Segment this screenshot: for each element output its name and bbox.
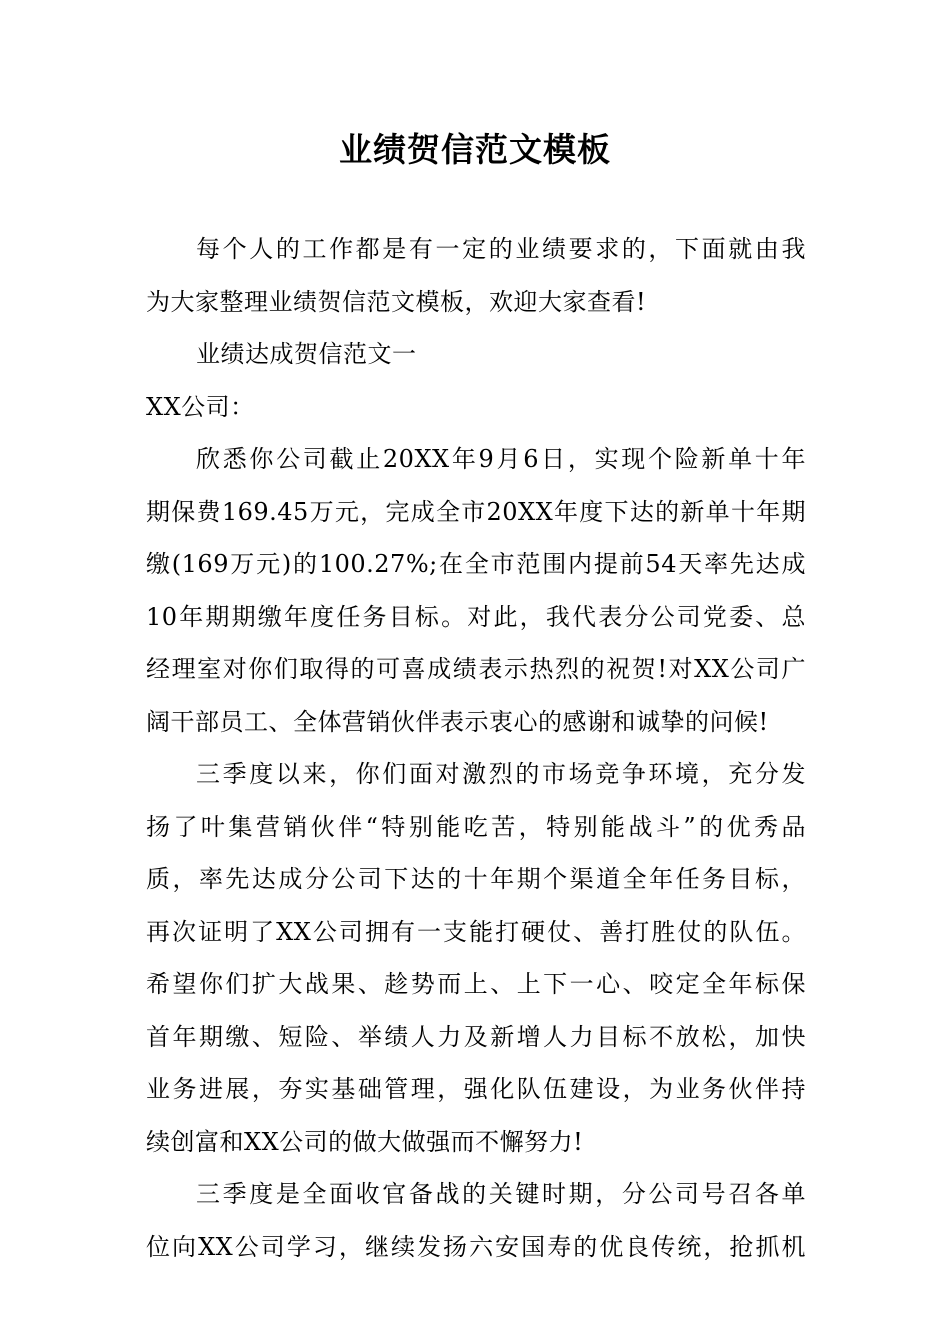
section-heading: 业绩达成贺信范文一 <box>196 340 417 368</box>
paragraph-line: 再次证明了XX公司拥有一支能打硬仗、善打胜仗的队伍。 <box>146 917 806 946</box>
paragraph-line: 业务进展，夯实基础管理，强化队伍建设，为业务伙伴持 <box>146 1075 806 1103</box>
paragraph-line: 三季度是全面收官备战的关键时期，分公司号召各单 <box>196 1180 806 1208</box>
document-body <box>146 223 806 1273</box>
paragraph-line: 续创富和XX公司的做大做强而不懈努力! <box>146 1127 584 1156</box>
paragraph-line: 质，率先达成分公司下达的十年期个渠道全年任务目标， <box>146 865 806 893</box>
paragraph-line: 每个人的工作都是有一定的业绩要求的，下面就由我 <box>196 235 806 263</box>
paragraph-line: 首年期缴、短险、举绩人力及新增人力目标不放松，加快 <box>146 1022 806 1051</box>
paragraph-line: 10年期期缴年度任务目标。对此，我代表分公司党委、总 <box>146 602 806 631</box>
paragraph-line: 阔干部员工、全体营销伙伴表示衷心的感谢和诚挚的问候! <box>146 707 769 736</box>
paragraph-line: 扬了叶集营销伙伴“特别能吃苦，特别能战斗”的优秀品 <box>146 812 806 841</box>
paragraph-line: 希望你们扩大战果、趁势而上、上下一心、咬定全年标保 <box>146 970 806 998</box>
paragraph-line: 为大家整理业绩贺信范文模板，欢迎大家查看! <box>146 287 647 316</box>
salutation: XX公司： <box>146 392 255 421</box>
paragraph-line: 经理室对你们取得的可喜成绩表示热烈的祝贺!对XX公司广 <box>146 655 806 683</box>
paragraph-line: 欣悉你公司截止20XX年9月6日，实现个险新单十年 <box>196 445 806 473</box>
paragraph-line: 三季度以来，你们面对激烈的市场竞争环境，充分发 <box>196 760 806 788</box>
paragraph-line: 缴(169万元)的100.27%;在全市范围内提前54天率先达成 <box>146 550 806 578</box>
paragraph-line: 位向XX公司学习，继续发扬六安国寿的优良传统，抢抓机 <box>146 1232 806 1261</box>
document-title: 业绩贺信范文模板 <box>339 130 611 169</box>
paragraph-line: 期保费169.45万元，完成全市20XX年度下达的新单十年期 <box>146 497 806 526</box>
